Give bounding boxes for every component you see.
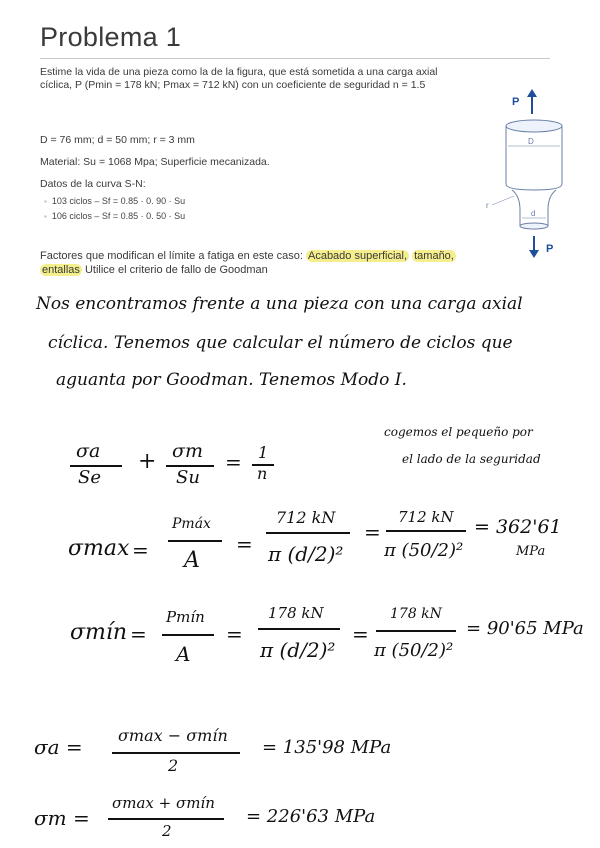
hw-line-1: Nos encontramos frente a una pieza con una carga axial — [36, 294, 523, 314]
label-r: r — [486, 201, 489, 210]
factors-text — [40, 249, 460, 277]
eq3-equals: = — [226, 622, 243, 646]
dimensions-text: D = 76 mm; d = 50 mm; r = 3 mm — [40, 134, 195, 146]
sn-list — [44, 194, 185, 224]
eq3-result-value: 90'65 MPa — [486, 618, 584, 639]
hw-line-2: cíclica. Tenemos que calcular el número de ciclos que — [48, 333, 513, 353]
eq2-equals: = — [236, 532, 253, 556]
highlight-entallas: entallas — [42, 264, 80, 276]
eq2-f2-den: π (d/2)² — [268, 542, 344, 566]
material-text: Material: Su = 1068 Mpa; Superficie mecanizada. — [40, 156, 270, 168]
r-leader — [492, 196, 514, 205]
highlight-tamano: tamaño, — [414, 250, 454, 262]
eq1-mid-den: Su — [176, 467, 200, 488]
side-note-2: el lado de la seguridad — [402, 452, 541, 466]
eq2-f2-num: 712 kN — [276, 508, 336, 527]
frac-bar — [266, 532, 350, 534]
eq3-f2-num: 178 kN — [268, 604, 324, 622]
side-note-1: cogemos el pequeño por — [384, 425, 533, 439]
cylinder-large-body — [506, 126, 562, 190]
sn-item-text: 106 ciclos – Sf = 0.85 · 0. 50 · Su — [51, 211, 186, 221]
eq3-equals: = — [352, 622, 369, 646]
frac-bar — [376, 630, 456, 632]
page-title: Problema 1 — [40, 22, 182, 52]
eq2-lhs: σmax — [68, 536, 130, 561]
eq1-equals: = — [225, 450, 242, 474]
sn-item — [44, 209, 185, 224]
eq1-mid-num: σm — [172, 440, 203, 462]
eq1-right-den: n — [257, 464, 268, 483]
sn-item-text: 103 ciclos – Sf = 0.85 · 0. 90 · Su — [51, 196, 186, 206]
eq2-result — [474, 516, 562, 538]
frac-bar — [108, 818, 224, 820]
frac-bar — [112, 752, 240, 754]
eq1-plus: + — [138, 449, 157, 474]
eq4-result: = 135'98 MPa — [262, 737, 392, 758]
eq2-f1-num: Pmáx — [172, 516, 211, 532]
eq1-left-den: Se — [78, 467, 101, 488]
eq2-result-value: 362'61 — [495, 516, 562, 538]
cylinder-bottom-ellipse — [520, 223, 548, 229]
problem-intro: Estime la vida de una pieza como la de la figura, que está sometida a una carga axial cíclica, P (Pmin = 178 kN; Pmax = 712 kN) con un coeficiente de seguridad n = 1.5 — [40, 66, 438, 91]
load-label-top: P — [512, 96, 520, 108]
frac-bar — [386, 530, 466, 532]
eq3-result — [466, 618, 584, 639]
title-rule — [40, 58, 550, 59]
label-D: D — [528, 137, 534, 146]
eq3-f1-num: Pmín — [166, 608, 205, 626]
label-d: d — [531, 209, 536, 218]
eq3-f3-num: 178 kN — [390, 606, 442, 622]
arrow-head-top — [527, 89, 537, 97]
cylinder-small-body — [512, 190, 556, 226]
eq5-result: = 226'63 MPa — [246, 806, 376, 827]
eq2-unit: MPa — [516, 544, 546, 559]
eq3-f1-den: A — [176, 642, 191, 666]
eq2-equals: = — [132, 538, 149, 562]
eq5-num: σmax + σmín — [112, 794, 215, 812]
eq5-lhs: σm = — [34, 806, 90, 830]
hw-line-3: aguanta por Goodman. Tenemos Modo I. — [56, 370, 407, 390]
eq2-f1-den: A — [184, 548, 200, 573]
eq4-lhs: σa = — [34, 735, 83, 759]
frac-bar — [162, 634, 214, 636]
eq1-right-num: 1 — [258, 443, 269, 462]
eq2-f3-num: 712 kN — [398, 508, 454, 526]
eq2-f3-den: π (50/2)² — [384, 540, 464, 561]
cylinder-top-ellipse — [506, 120, 562, 132]
eq4-den: 2 — [168, 756, 179, 775]
eq3-result-equals: = — [466, 618, 482, 639]
load-label-bottom: P — [546, 243, 554, 255]
sn-item — [44, 194, 185, 209]
factors-prefix: Factores que modifican el límite a fatiga en este caso: — [40, 250, 306, 262]
eq3-f2-den: π (d/2)² — [260, 638, 336, 662]
eq1-left-num: σa — [76, 440, 101, 462]
frac-bar — [168, 540, 222, 542]
eq3-lhs: σmín — [70, 620, 128, 645]
frac-bar — [258, 628, 340, 630]
eq3-equals: = — [130, 622, 147, 646]
sn-header: Datos de la curva S-N: — [40, 178, 146, 190]
eq2-equals: = — [364, 520, 381, 544]
eq2-result-equals: = — [474, 516, 490, 538]
shaft-figure — [478, 88, 570, 258]
eq3-f3-den: π (50/2)² — [374, 640, 454, 661]
eq4-num: σmax − σmín — [118, 726, 228, 745]
factors-suffix: Utilice el criterio de fallo de Goodman — [81, 264, 268, 276]
eq5-den: 2 — [162, 822, 172, 840]
highlight-acabado: Acabado superficial, — [307, 250, 408, 262]
arrow-head-bottom — [529, 250, 539, 258]
